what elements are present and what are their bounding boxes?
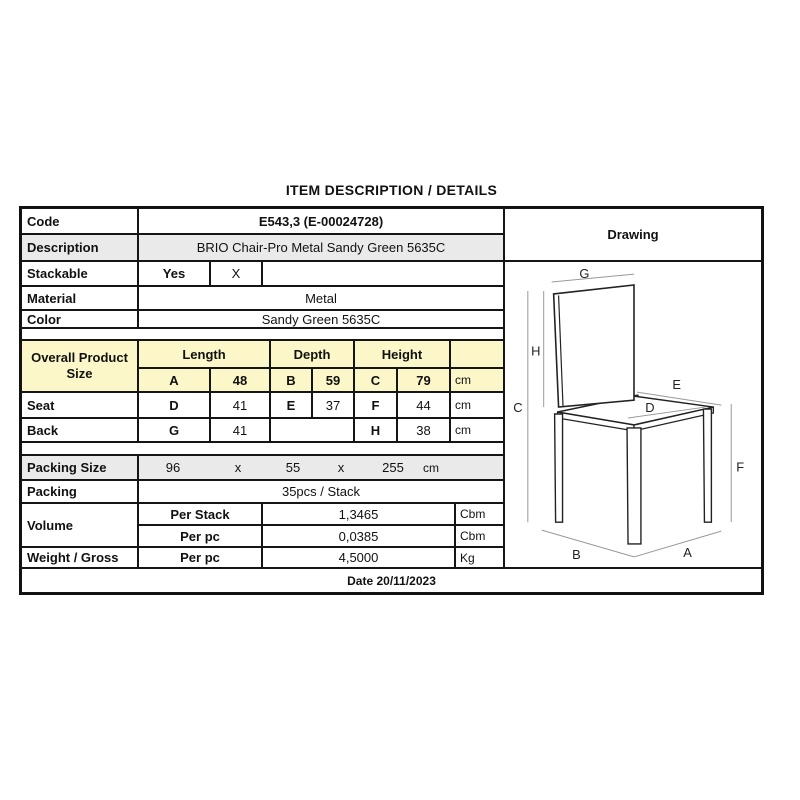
- packing-size-width: 96: [165, 459, 181, 475]
- overall-height-key: C: [354, 368, 397, 392]
- length-header: Length: [138, 340, 270, 368]
- stackable-value: Yes: [138, 261, 210, 286]
- dim-label-d: D: [645, 400, 655, 416]
- description-value: BRIO Chair-Pro Metal Sandy Green 5635C: [138, 234, 504, 261]
- dim-line-a: [634, 531, 721, 557]
- dim-label-a: A: [683, 544, 692, 560]
- stackable-label: Stackable: [21, 261, 138, 286]
- drawing-cell: [504, 261, 762, 568]
- dim-label-c: C: [513, 400, 523, 416]
- back-length-key: G: [138, 418, 210, 442]
- dim-label-e: E: [672, 377, 681, 393]
- weight-value: 4,5000: [262, 547, 455, 568]
- packing-size-sep: x: [337, 459, 345, 475]
- volume-per-pc-value: 0,0385: [262, 525, 455, 547]
- stackable-mark: X: [210, 261, 262, 286]
- chair-back-panel: [554, 285, 634, 407]
- spec-table: [21, 208, 762, 593]
- date-row: Date 20/11/2023: [21, 568, 762, 593]
- volume-per-pc-unit: Cbm: [455, 525, 504, 547]
- back-length-value: 41: [210, 418, 270, 442]
- stackable-empty-cell: [262, 261, 504, 286]
- packing-size-value: [138, 455, 504, 480]
- material-label: Material: [21, 286, 138, 310]
- overall-depth-key: B: [270, 368, 312, 392]
- height-header: Height: [354, 340, 450, 368]
- dim-label-g: G: [579, 266, 590, 282]
- back-unit: cm: [450, 418, 504, 442]
- back-label: Back: [21, 418, 138, 442]
- volume-per-stack-label: Per Stack: [138, 503, 262, 525]
- overall-length-key: A: [138, 368, 210, 392]
- chair-left-leg: [555, 414, 563, 522]
- chair-right-leg: [703, 409, 711, 522]
- overall-length-value: 48: [210, 368, 270, 392]
- seat-depth-value: 37: [312, 392, 354, 418]
- dim-line-g: [552, 274, 634, 282]
- seat-label: Seat: [21, 392, 138, 418]
- seat-unit: cm: [450, 392, 504, 418]
- volume-per-stack-unit: Cbm: [455, 503, 504, 525]
- packing-size-unit: cm: [423, 460, 439, 475]
- packing-size-depth: 55: [285, 459, 301, 475]
- dim-label-b: B: [572, 546, 581, 562]
- seat-height-value: 44: [397, 392, 450, 418]
- back-height-value: 38: [397, 418, 450, 442]
- overall-size-label: Overall Product Size: [21, 340, 138, 392]
- volume-per-stack-value: 1,3465: [262, 503, 455, 525]
- volume-per-pc-label: Per pc: [138, 525, 262, 547]
- back-depth-empty: [270, 418, 354, 442]
- packing-size-height: 255: [382, 459, 404, 475]
- dim-line-b: [542, 530, 634, 557]
- weight-label: Weight / Gross: [21, 547, 138, 568]
- overall-depth-value: 59: [312, 368, 354, 392]
- packing-value: 35pcs / Stack: [138, 480, 504, 503]
- overall-unit: cm: [450, 368, 504, 392]
- chair-drawing: [505, 262, 761, 567]
- packing-size-label: Packing Size: [21, 455, 138, 480]
- spacer-row: [21, 442, 504, 455]
- volume-label: Volume: [21, 503, 138, 547]
- material-value: Metal: [138, 286, 504, 310]
- packing-label: Packing: [21, 480, 138, 503]
- dim-label-h: H: [531, 343, 541, 359]
- chair-front-leg: [627, 428, 641, 544]
- description-label: Description: [21, 234, 138, 261]
- seat-length-key: D: [138, 392, 210, 418]
- seat-depth-key: E: [270, 392, 312, 418]
- code-label: Code: [21, 208, 138, 234]
- seat-length-value: 41: [210, 392, 270, 418]
- overall-height-value: 79: [397, 368, 450, 392]
- back-height-key: H: [354, 418, 397, 442]
- dim-label-f: F: [736, 459, 745, 475]
- seat-height-key: F: [354, 392, 397, 418]
- weight-per-label: Per pc: [138, 547, 262, 568]
- spacer-row: [21, 328, 504, 340]
- unit-header-empty: [450, 340, 504, 368]
- color-label: Color: [21, 310, 138, 328]
- page-title: ITEM DESCRIPTION / DETAILS: [285, 182, 498, 198]
- weight-unit: Kg: [455, 547, 504, 568]
- drawing-header: Drawing: [504, 208, 762, 261]
- color-value: Sandy Green 5635C: [138, 310, 504, 328]
- packing-size-sep: x: [234, 459, 242, 475]
- code-value: E543,3 (E-00024728): [138, 208, 504, 234]
- depth-header: Depth: [270, 340, 354, 368]
